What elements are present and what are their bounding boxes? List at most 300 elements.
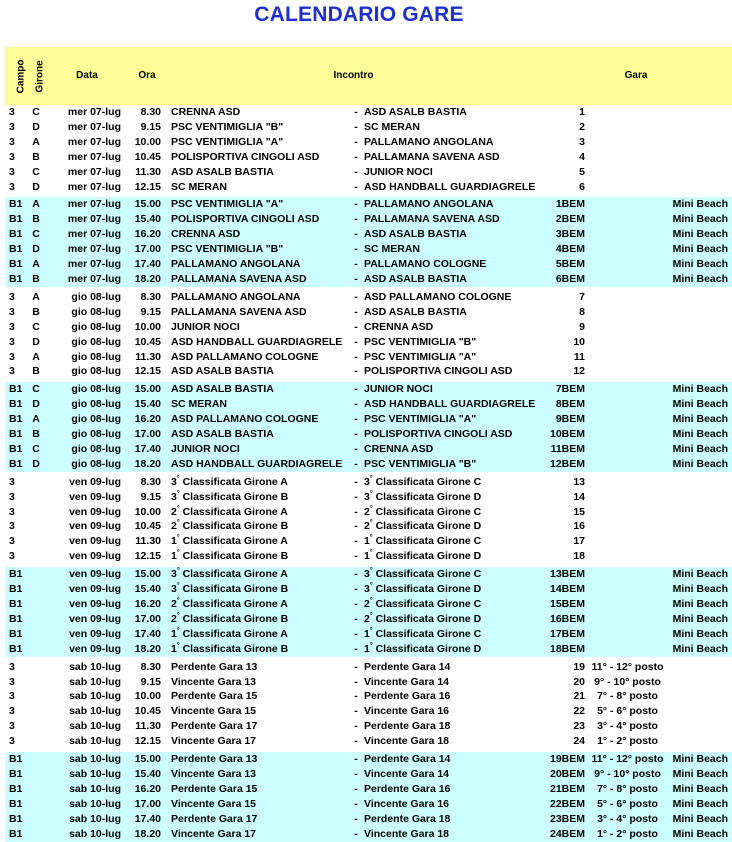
cell-posto: 3° - 4° posto (585, 812, 670, 827)
cell-data: mer 07-lug (47, 257, 127, 272)
cell-tipo (670, 475, 732, 490)
cell-dash: - (350, 212, 362, 227)
cell-dash: - (350, 534, 362, 549)
cell-gara: 18 (540, 549, 585, 564)
cell-tipo (670, 135, 732, 150)
table-row (5, 704, 732, 719)
team-away-label: Classificata Girone D (375, 490, 482, 503)
cell-team-home: PALLAMANO ANGOLANA (167, 290, 350, 305)
cell-posto (585, 612, 670, 627)
cell-data: sab 10-lug (47, 797, 127, 812)
cell-team-home (167, 505, 350, 520)
cell-tipo (670, 549, 732, 564)
cell-dash: - (350, 612, 362, 627)
cell-campo: B1 (5, 212, 25, 227)
cell-team-home: Vincente Gara 13 (167, 675, 350, 690)
cell-campo: B1 (5, 427, 25, 442)
cell-girone (25, 752, 47, 767)
cell-tipo: Mini Beach (670, 797, 732, 812)
cell-girone: D (25, 397, 47, 412)
cell-team-home: ASD ASALB BASTIA (167, 427, 350, 442)
cell-team-home: Vincente Gara 15 (167, 797, 350, 812)
cell-girone (25, 627, 47, 642)
cell-girone (25, 534, 47, 549)
cell-ora: 8.30 (127, 660, 167, 675)
cell-data: ven 09-lug (47, 475, 127, 490)
team-home-label: Classificata Girone B (182, 550, 289, 563)
cell-posto (585, 212, 670, 227)
cell-data: gio 08-lug (47, 350, 127, 365)
team-home-label: Classificata Girone A (182, 535, 288, 548)
cell-data: sab 10-lug (47, 827, 127, 842)
cell-campo: B1 (5, 442, 25, 457)
cell-campo: 3 (5, 335, 25, 350)
cell-campo: 3 (5, 719, 25, 734)
cell-team-away: Perdente Gara 18 (362, 719, 540, 734)
ordinal-mark: ° (176, 642, 180, 650)
cell-team-away: ASD HANDBALL GUARDIAGRELE (362, 397, 540, 412)
cell-team-home: PALLAMANA SAVENA ASD (167, 305, 350, 320)
cell-tipo (670, 719, 732, 734)
cell-dash: - (350, 567, 362, 582)
cell-tipo (670, 689, 732, 704)
cell-dash: - (350, 427, 362, 442)
cell-team-away: PSC VENTIMIGLIA "A" (362, 350, 540, 365)
cell-gara: 9BEM (540, 412, 585, 427)
cell-posto (585, 272, 670, 287)
table-row (5, 582, 732, 597)
cell-dash: - (350, 782, 362, 797)
cell-tipo (670, 490, 732, 505)
cell-tipo: Mini Beach (670, 382, 732, 397)
cell-tipo (670, 305, 732, 320)
ordinal-home: 3 (171, 475, 177, 488)
cell-dash: - (350, 797, 362, 812)
table-header-row (5, 47, 732, 105)
cell-ora: 11.30 (127, 350, 167, 365)
cell-girone: A (25, 257, 47, 272)
cell-gara: 3 (540, 135, 585, 150)
cell-team-home: SC MERAN (167, 180, 350, 195)
cell-tipo: Mini Beach (670, 257, 732, 272)
cell-posto: 11° - 12° posto (585, 752, 670, 767)
cell-tipo (670, 505, 732, 520)
cell-ora: 12.15 (127, 549, 167, 564)
cell-dash: - (350, 719, 362, 734)
cell-team-home: CRENNA ASD (167, 105, 350, 120)
cell-gara: 20 (540, 675, 585, 690)
team-home-label: Classificata Girone B (182, 612, 289, 625)
cell-girone: D (25, 120, 47, 135)
table-row (5, 290, 732, 305)
table-row (5, 150, 732, 165)
cell-girone: A (25, 412, 47, 427)
cell-dash: - (350, 549, 362, 564)
cell-data: gio 08-lug (47, 397, 127, 412)
cell-ora: 17.00 (127, 612, 167, 627)
cell-girone: B (25, 150, 47, 165)
cell-data: sab 10-lug (47, 752, 127, 767)
cell-girone (25, 812, 47, 827)
cell-posto: 1° - 2° posto (585, 734, 670, 749)
cell-ora: 8.30 (127, 105, 167, 120)
cell-dash: - (350, 597, 362, 612)
cell-campo: B1 (5, 767, 25, 782)
cell-team-away: POLISPORTIVA CINGOLI ASD (362, 364, 540, 379)
cell-girone: D (25, 242, 47, 257)
cell-tipo (670, 675, 732, 690)
cell-team-away (362, 475, 540, 490)
cell-posto (585, 567, 670, 582)
cell-data: gio 08-lug (47, 320, 127, 335)
cell-team-home (167, 642, 350, 657)
cell-ora: 15.40 (127, 397, 167, 412)
table-row (5, 767, 732, 782)
team-away-label: Classificata Girone C (375, 568, 482, 581)
ordinal-away: 2 (364, 612, 370, 625)
cell-tipo (670, 734, 732, 749)
schedule-body (5, 105, 732, 842)
ordinal-away: 3 (364, 583, 370, 596)
table-row (5, 675, 732, 690)
cell-girone: D (25, 180, 47, 195)
cell-girone (25, 675, 47, 690)
cell-team-home: PSC VENTIMIGLIA "B" (167, 242, 350, 257)
cell-team-away: CRENNA ASD (362, 320, 540, 335)
cell-ora: 15.40 (127, 767, 167, 782)
cell-team-home: Perdente Gara 13 (167, 752, 350, 767)
ordinal-home: 2 (171, 505, 177, 518)
cell-ora: 15.40 (127, 582, 167, 597)
cell-dash: - (350, 272, 362, 287)
cell-team-away: PSC VENTIMIGLIA "B" (362, 457, 540, 472)
cell-ora: 10.45 (127, 150, 167, 165)
cell-team-away: PSC VENTIMIGLIA "B" (362, 335, 540, 350)
ordinal-mark: ° (176, 475, 180, 483)
header-girone: Girone (25, 47, 47, 105)
cell-team-away: Vincente Gara 18 (362, 734, 540, 749)
cell-ora: 16.20 (127, 597, 167, 612)
cell-girone: D (25, 457, 47, 472)
ordinal-away: 1 (364, 627, 370, 640)
cell-gara: 19BEM (540, 752, 585, 767)
cell-gara: 9 (540, 320, 585, 335)
cell-gara: 2BEM (540, 212, 585, 227)
cell-team-home: PALLAMANA SAVENA ASD (167, 272, 350, 287)
cell-tipo: Mini Beach (670, 242, 732, 257)
team-home-label: Classificata Girone B (182, 642, 289, 655)
cell-tipo (670, 350, 732, 365)
cell-team-away: Vincente Gara 14 (362, 767, 540, 782)
table-row (5, 734, 732, 749)
cell-tipo: Mini Beach (670, 397, 732, 412)
cell-ora: 10.00 (127, 505, 167, 520)
cell-team-home: Perdente Gara 13 (167, 660, 350, 675)
cell-team-home (167, 582, 350, 597)
cell-data: ven 09-lug (47, 549, 127, 564)
ordinal-away: 2 (364, 598, 370, 610)
cell-team-away (362, 567, 540, 582)
cell-gara: 16BEM (540, 612, 585, 627)
cell-dash: - (350, 582, 362, 597)
cell-team-home (167, 519, 350, 534)
cell-team-away: Perdente Gara 18 (362, 812, 540, 827)
cell-tipo (670, 534, 732, 549)
table-row (5, 457, 732, 472)
cell-campo: B1 (5, 412, 25, 427)
cell-team-away: ASD ASALB BASTIA (362, 105, 540, 120)
cell-gara: 22 (540, 704, 585, 719)
cell-gara: 22BEM (540, 797, 585, 812)
cell-ora: 15.00 (127, 752, 167, 767)
cell-team-away: Perdente Gara 14 (362, 660, 540, 675)
ordinal-home: 2 (171, 520, 177, 533)
cell-tipo: Mini Beach (670, 412, 732, 427)
cell-dash: - (350, 120, 362, 135)
cell-gara: 10 (540, 335, 585, 350)
header-ora: Ora (127, 47, 167, 105)
cell-tipo (670, 105, 732, 120)
cell-posto (585, 180, 670, 195)
cell-team-home (167, 597, 350, 612)
table-row (5, 257, 732, 272)
cell-girone (25, 719, 47, 734)
cell-team-away: SC MERAN (362, 120, 540, 135)
ordinal-away: 2 (364, 505, 370, 518)
table-row (5, 567, 732, 582)
cell-tipo: Mini Beach (670, 197, 732, 212)
cell-campo: 3 (5, 689, 25, 704)
cell-campo: B1 (5, 582, 25, 597)
cell-posto (585, 320, 670, 335)
cell-team-away: Perdente Gara 16 (362, 689, 540, 704)
cell-tipo (670, 320, 732, 335)
cell-team-away: ASD ASALB BASTIA (362, 272, 540, 287)
ordinal-home: 3 (171, 490, 177, 503)
cell-gara: 19 (540, 660, 585, 675)
cell-campo: B1 (5, 257, 25, 272)
cell-girone: D (25, 335, 47, 350)
cell-posto (585, 290, 670, 305)
cell-dash: - (350, 767, 362, 782)
cell-girone (25, 797, 47, 812)
ordinal-mark: ° (369, 597, 373, 605)
cell-tipo (670, 335, 732, 350)
cell-team-away (362, 582, 540, 597)
cell-team-home (167, 534, 350, 549)
table-row (5, 597, 732, 612)
cell-gara: 16 (540, 519, 585, 534)
cell-team-home: Vincente Gara 17 (167, 734, 350, 749)
cell-gara: 11 (540, 350, 585, 365)
table-row (5, 549, 732, 564)
team-home-label: Classificata Girone B (182, 520, 289, 533)
cell-team-home: Perdente Gara 17 (167, 812, 350, 827)
cell-tipo (670, 180, 732, 195)
header-incontro: Incontro (167, 47, 540, 105)
table-row (5, 827, 732, 842)
cell-campo: B1 (5, 272, 25, 287)
cell-data: mer 07-lug (47, 105, 127, 120)
cell-tipo (670, 165, 732, 180)
cell-posto (585, 412, 670, 427)
cell-tipo (670, 150, 732, 165)
ordinal-mark: ° (176, 534, 180, 542)
cell-campo: 3 (5, 305, 25, 320)
ordinal-mark: ° (369, 627, 373, 635)
cell-team-home: PSC VENTIMIGLIA "A" (167, 135, 350, 150)
team-away-label: Classificata Girone D (375, 520, 482, 533)
cell-posto: 9° - 10° posto (585, 675, 670, 690)
cell-girone (25, 612, 47, 627)
cell-tipo (670, 519, 732, 534)
cell-girone: C (25, 320, 47, 335)
ordinal-away: 3 (364, 568, 370, 581)
cell-gara: 11BEM (540, 442, 585, 457)
cell-ora: 10.45 (127, 335, 167, 350)
cell-tipo: Mini Beach (670, 272, 732, 287)
table-row (5, 227, 732, 242)
cell-posto (585, 135, 670, 150)
team-home-label: Classificata Girone A (182, 475, 288, 488)
cell-team-away: ASD PALLAMANO COLOGNE (362, 290, 540, 305)
cell-team-away: PALLAMANA SAVENA ASD (362, 212, 540, 227)
cell-data: gio 08-lug (47, 364, 127, 379)
cell-posto: 5° - 6° posto (585, 704, 670, 719)
cell-girone (25, 827, 47, 842)
ordinal-mark: ° (369, 549, 373, 557)
cell-campo: B1 (5, 242, 25, 257)
cell-team-home: JUNIOR NOCI (167, 320, 350, 335)
cell-data: mer 07-lug (47, 120, 127, 135)
cell-data: ven 09-lug (47, 505, 127, 520)
cell-data: mer 07-lug (47, 165, 127, 180)
cell-gara: 5BEM (540, 257, 585, 272)
cell-girone: B (25, 212, 47, 227)
cell-data: ven 09-lug (47, 612, 127, 627)
team-home-label: Classificata Girone A (182, 627, 288, 640)
table-row (5, 627, 732, 642)
cell-posto: 7° - 8° posto (585, 689, 670, 704)
ordinal-away: 1 (364, 550, 370, 563)
cell-ora: 10.00 (127, 135, 167, 150)
ordinal-mark: ° (176, 612, 180, 620)
cell-gara: 13 (540, 475, 585, 490)
cell-girone (25, 567, 47, 582)
ordinal-mark: ° (369, 567, 373, 575)
cell-team-home: POLISPORTIVA CINGOLI ASD (167, 150, 350, 165)
cell-tipo: Mini Beach (670, 812, 732, 827)
table-row (5, 180, 732, 195)
cell-data: mer 07-lug (47, 212, 127, 227)
cell-ora: 9.15 (127, 675, 167, 690)
cell-posto (585, 364, 670, 379)
cell-ora: 17.40 (127, 812, 167, 827)
cell-data: ven 09-lug (47, 534, 127, 549)
cell-campo: B1 (5, 227, 25, 242)
cell-dash: - (350, 490, 362, 505)
cell-data: sab 10-lug (47, 704, 127, 719)
cell-team-away (362, 534, 540, 549)
table-row (5, 397, 732, 412)
cell-team-away (362, 642, 540, 657)
cell-posto (585, 582, 670, 597)
ordinal-mark: ° (369, 490, 373, 498)
ordinal-away: 2 (364, 520, 370, 533)
cell-posto (585, 505, 670, 520)
cell-team-away: PALLAMANO ANGOLANA (362, 197, 540, 212)
cell-ora: 11.30 (127, 165, 167, 180)
ordinal-mark: ° (369, 505, 373, 513)
cell-ora: 15.00 (127, 382, 167, 397)
cell-campo: B1 (5, 782, 25, 797)
cell-data: ven 09-lug (47, 567, 127, 582)
cell-campo: B1 (5, 812, 25, 827)
cell-data: gio 08-lug (47, 305, 127, 320)
cell-tipo (670, 364, 732, 379)
cell-data: gio 08-lug (47, 382, 127, 397)
cell-tipo: Mini Beach (670, 627, 732, 642)
cell-data: gio 08-lug (47, 412, 127, 427)
cell-tipo: Mini Beach (670, 767, 732, 782)
cell-tipo: Mini Beach (670, 427, 732, 442)
team-home-label: Classificata Girone B (182, 583, 289, 596)
cell-campo: B1 (5, 597, 25, 612)
cell-ora: 17.40 (127, 627, 167, 642)
cell-girone: B (25, 305, 47, 320)
cell-gara: 10BEM (540, 427, 585, 442)
cell-posto (585, 442, 670, 457)
cell-posto (585, 475, 670, 490)
cell-team-home (167, 490, 350, 505)
cell-team-away (362, 519, 540, 534)
table-row (5, 427, 732, 442)
cell-gara: 15BEM (540, 597, 585, 612)
schedule-table-wrapper (5, 47, 729, 842)
table-row (5, 782, 732, 797)
table-row (5, 719, 732, 734)
cell-team-home (167, 549, 350, 564)
cell-ora: 17.40 (127, 257, 167, 272)
cell-team-home (167, 567, 350, 582)
cell-girone: B (25, 427, 47, 442)
cell-campo: 3 (5, 364, 25, 379)
cell-gara: 17BEM (540, 627, 585, 642)
cell-data: sab 10-lug (47, 812, 127, 827)
cell-dash: - (350, 752, 362, 767)
cell-girone: C (25, 382, 47, 397)
cell-posto (585, 105, 670, 120)
cell-dash: - (350, 734, 362, 749)
cell-team-away: PALLAMANO COLOGNE (362, 257, 540, 272)
ordinal-mark: ° (369, 612, 373, 620)
table-row (5, 212, 732, 227)
cell-girone: C (25, 165, 47, 180)
cell-girone: B (25, 364, 47, 379)
cell-ora: 18.20 (127, 827, 167, 842)
cell-dash: - (350, 642, 362, 657)
cell-ora: 17.00 (127, 427, 167, 442)
cell-dash: - (350, 627, 362, 642)
cell-team-away (362, 597, 540, 612)
cell-dash: - (350, 350, 362, 365)
cell-posto (585, 257, 670, 272)
cell-dash: - (350, 364, 362, 379)
cell-girone (25, 475, 47, 490)
cell-gara: 2 (540, 120, 585, 135)
cell-team-home: ASD PALLAMANO COLOGNE (167, 350, 350, 365)
cell-ora: 17.00 (127, 242, 167, 257)
